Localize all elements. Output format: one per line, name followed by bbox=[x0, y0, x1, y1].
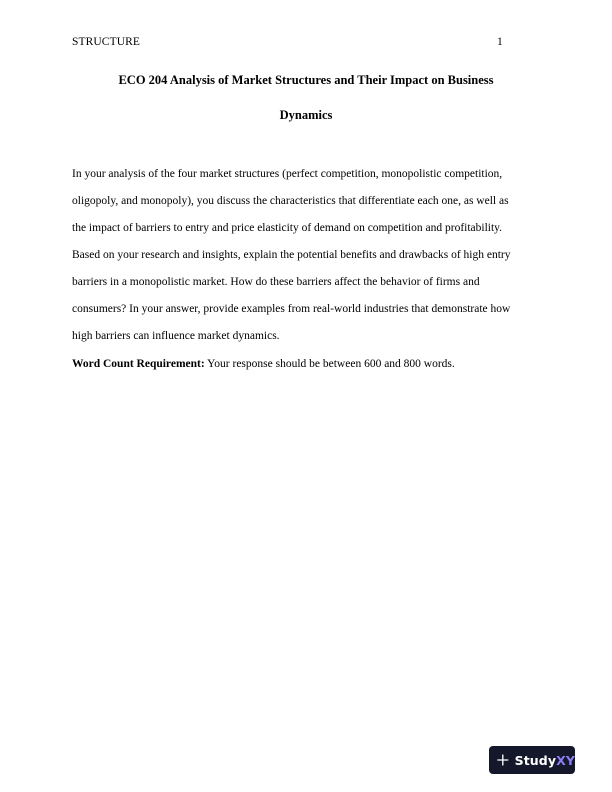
plus-icon bbox=[497, 753, 509, 767]
body-line-3: the impact of barriers to entry and price elasticity of demand on competition and profitability. bbox=[72, 222, 503, 234]
word-count-label: Word Count Requirement: bbox=[72, 358, 205, 370]
studyxy-badge[interactable] bbox=[489, 746, 575, 774]
document-title-line-2: Dynamics bbox=[279, 108, 333, 122]
brand-accent: XY bbox=[556, 752, 575, 768]
running-head: STRUCTURE bbox=[72, 36, 140, 48]
brand-main: Study bbox=[514, 752, 557, 768]
word-count-text: Your response should be between 600 and 800 words. bbox=[204, 358, 455, 370]
word-count-requirement bbox=[72, 358, 455, 370]
body-line-1: In your analysis of the four market structures (perfect competition, monopolistic competition, bbox=[72, 168, 503, 180]
document-title-line-1: ECO 204 Analysis of Market Structures and Their Impact on Business bbox=[118, 73, 494, 87]
body-line-4: Based on your research and insights, explain the potential benefits and drawbacks of high entry bbox=[72, 249, 511, 261]
studyxy-logo-text bbox=[515, 753, 575, 768]
body-line-7: high barriers can influence market dynamics. bbox=[72, 330, 280, 342]
body-line-5: barriers in a monopolistic market. How do these barriers affect the behavior of firms and bbox=[72, 276, 480, 288]
page-number: 1 bbox=[497, 36, 503, 48]
body-line-2: oligopoly, and monopoly), you discuss the characteristics that differentiate each one, as well as bbox=[72, 195, 509, 207]
body-line-6: consumers? In your answer, provide examples from real-world industries that demonstrate how bbox=[72, 303, 511, 315]
